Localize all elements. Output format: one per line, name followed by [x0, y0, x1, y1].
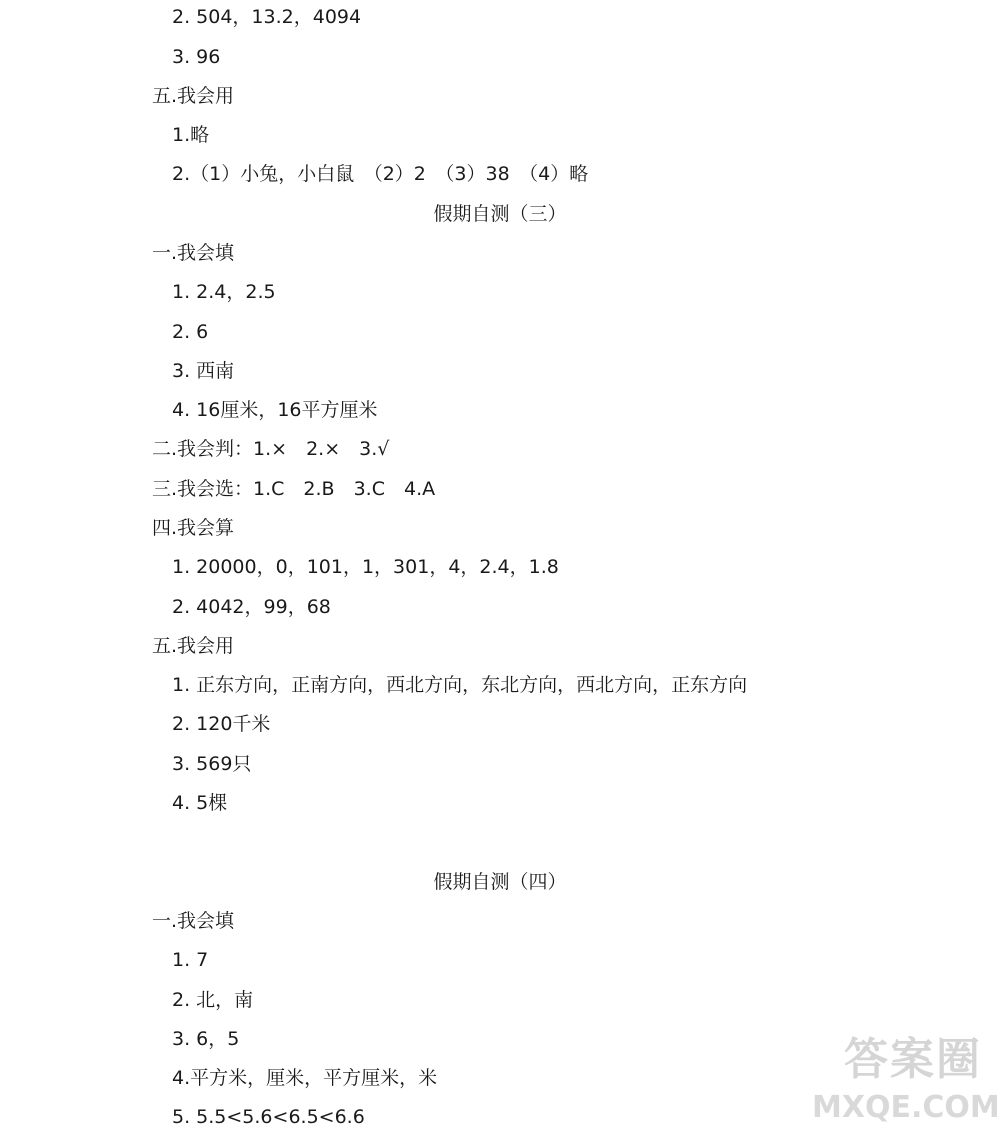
watermark-top-text: 答案圈 — [844, 1034, 982, 1085]
answer-line: 3. 6，5 — [172, 1028, 240, 1050]
answer-line: 2.（1）小兔，小白鼠 （2）2 （3）38 （4）略 — [172, 163, 589, 185]
answer-line: 4.平方米，厘米，平方厘米，米 — [172, 1067, 438, 1089]
section-title: 假期自测（三） — [433, 203, 567, 225]
section-heading: 五.我会用 — [152, 85, 235, 107]
answer-line: 2. 4042，99，68 — [172, 596, 331, 618]
answer-line: 2. 6 — [172, 321, 209, 343]
section-heading: 五.我会用 — [152, 635, 235, 657]
answer-line: 2. 120千米 — [172, 713, 271, 735]
answer-line: 4. 5棵 — [172, 792, 228, 814]
section-title: 假期自测（四） — [433, 871, 567, 893]
section-heading: 三.我会选：1.C 2.B 3.C 4.A — [152, 478, 436, 500]
section-heading: 一.我会填 — [152, 242, 235, 264]
answer-line: 4. 16厘米，16平方厘米 — [172, 399, 378, 421]
answer-line: 2. 504，13.2，4094 — [172, 6, 362, 28]
answer-line: 5. 5.5<5.6<6.5<6.6 — [172, 1106, 365, 1128]
answer-line: 3. 96 — [172, 46, 221, 68]
watermark-logo — [812, 1034, 1000, 1125]
answer-line: 3. 569只 — [172, 753, 252, 775]
watermark-bottom-text: MXQE.COM — [812, 1090, 1000, 1125]
answer-line: 2. 北，南 — [172, 989, 254, 1011]
section-heading: 一.我会填 — [152, 910, 235, 932]
answer-line: 1.略 — [172, 124, 210, 146]
answer-line: 1. 7 — [172, 949, 209, 971]
answer-line: 1. 20000，0，101，1，301，4，2.4，1.8 — [172, 556, 559, 578]
section-heading: 二.我会判：1.× 2.× 3.√ — [152, 438, 390, 460]
answer-line: 3. 西南 — [172, 360, 235, 382]
answer-line: 1. 正东方向，正南方向，西北方向，东北方向，西北方向，正东方向 — [172, 674, 748, 696]
section-heading: 四.我会算 — [152, 517, 235, 539]
answer-line: 1. 2.4，2.5 — [172, 281, 276, 303]
